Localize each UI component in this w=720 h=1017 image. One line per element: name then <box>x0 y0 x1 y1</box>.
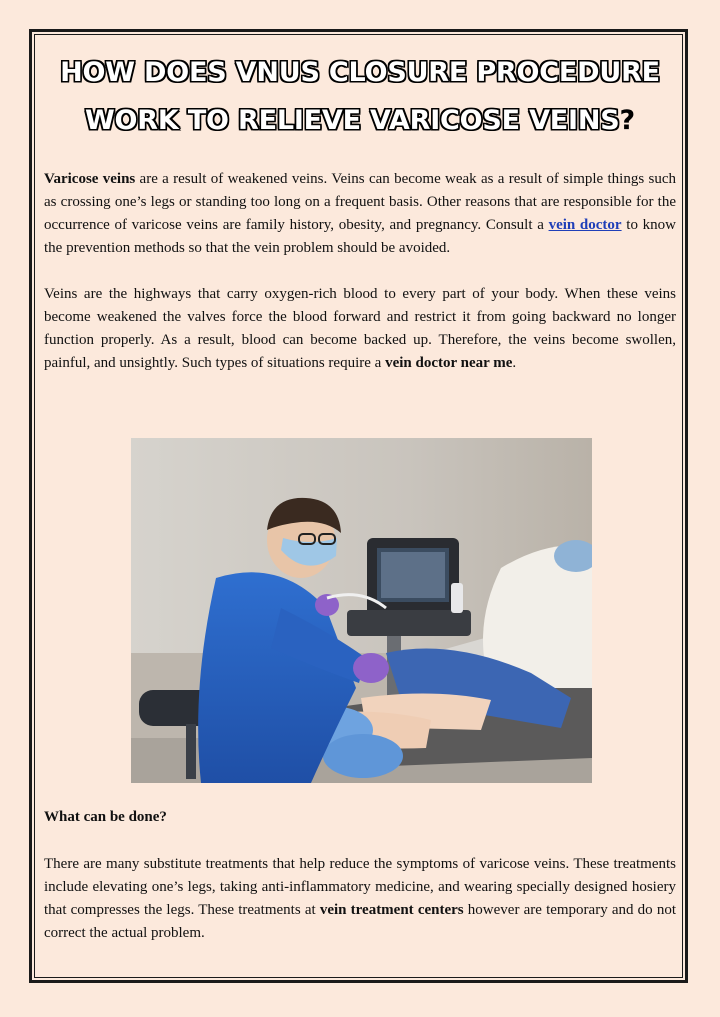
document-content <box>44 50 676 375</box>
paragraph-intro-text-b: to know the prevention methods so that the vein problem should be avoided. <box>44 217 676 256</box>
paragraph-veins-text-a: Veins are the highways that carry oxygen-rich blood to every part of your body. When these veins become weakened the valves force the blood forward and restrict it from going backward no longer function properly. As a result, blood can become backed up. Therefore, the veins become swollen, painful, and unsightly. Such types of situations require a <box>44 286 676 371</box>
paragraph-veins <box>44 283 676 375</box>
paragraph-treatments-text-a: There are many substitute treatments that help reduce the symptoms of varicose veins. These treatments include elevating one’s legs, taking anti-inflammatory medicine, and wearing specially designed hosiery that compresses the legs. These treatments at <box>44 856 676 918</box>
procedure-photo <box>131 438 592 783</box>
section-heading: What can be done? <box>44 809 167 825</box>
title-line-1: HOW DOES VNUS CLOSURE PROCEDURE <box>60 57 660 88</box>
paragraph-intro <box>44 168 676 260</box>
paragraph-treatments <box>44 853 676 945</box>
paragraph-intro-text-a: are a result of weakened veins. Veins can become weak as a result of simple things such as crossing one’s legs or standing too long on a frequent basis. Other reasons that are responsible for the occurrence of varicose veins are family history, obesity, and pregnancy. Consult a <box>44 171 676 233</box>
vein-treatment-centers-term: vein treatment centers <box>319 902 464 918</box>
title-line-2 <box>44 98 676 144</box>
title-question-mark: ? <box>619 105 636 136</box>
vein-doctor-near-me-term: vein doctor near me <box>385 355 513 371</box>
vein-doctor-link[interactable]: vein doctor <box>548 217 622 233</box>
paragraph-treatments-text-b: however are temporary and do not correct the actual problem. <box>44 902 676 941</box>
lead-term: Varicose veins <box>44 171 136 187</box>
page-title <box>44 50 676 144</box>
paragraph-veins-text-b: . <box>512 355 517 371</box>
title-line-2-text: WORK TO RELIEVE VARICOSE VEINS <box>84 105 620 136</box>
procedure-photo-illustration <box>131 438 592 783</box>
